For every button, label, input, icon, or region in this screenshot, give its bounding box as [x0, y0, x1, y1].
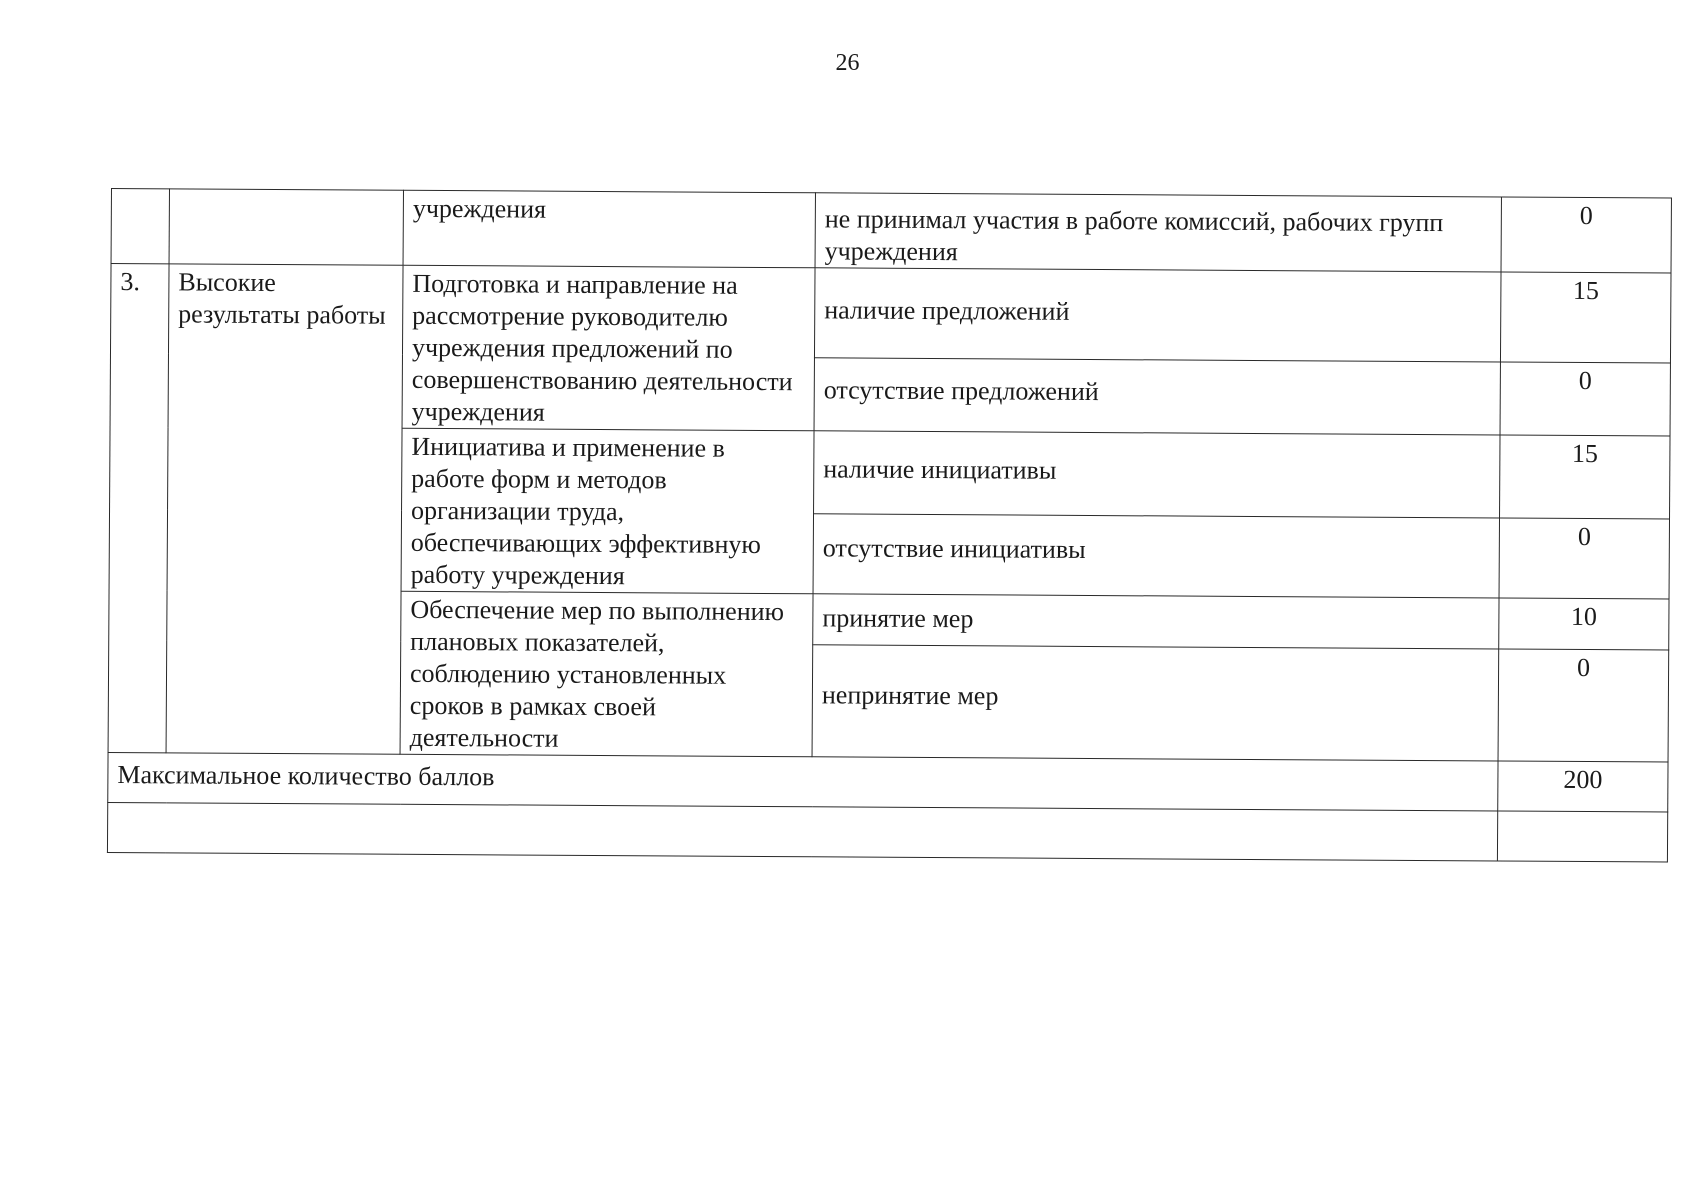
points-cell [1498, 649, 1669, 762]
condition-cell [813, 594, 1499, 649]
section-title: Высокие результаты работы [178, 267, 386, 330]
points-value: 0 [1577, 521, 1591, 551]
group-cell-empty [169, 189, 403, 265]
total-label-cell [108, 752, 1498, 810]
score-table [107, 188, 1672, 863]
empty-row [107, 802, 1667, 862]
condition-cell [815, 193, 1501, 272]
criterion-text: учреждения [412, 193, 547, 224]
section-number-cell [108, 264, 169, 753]
condition-text: отсутствие инициативы [822, 532, 1086, 564]
criterion-cell [401, 428, 814, 594]
points-cell [1500, 435, 1671, 519]
criterion-cell [400, 591, 813, 757]
empty-label-cell [107, 802, 1497, 860]
section-title-cell [166, 264, 403, 754]
points-value: 0 [1577, 652, 1591, 682]
total-points-cell [1498, 761, 1668, 812]
points-value: 15 [1571, 438, 1598, 469]
condition-cell [814, 357, 1500, 435]
points-cell [1501, 197, 1671, 273]
criterion-cell [402, 265, 815, 431]
criterion-text: Инициатива и применение в работе форм и методов организации труда, обеспечивающих эффективную работу учреждения [410, 431, 761, 591]
condition-cell [813, 513, 1499, 598]
points-value: 10 [1570, 601, 1597, 632]
total-label: Максимальное количество баллов [117, 760, 495, 792]
condition-cell [814, 431, 1500, 518]
section-number: 3. [120, 267, 141, 297]
condition-cell [812, 645, 1499, 761]
points-cell [1500, 272, 1671, 363]
points-value: 0 [1578, 365, 1592, 395]
criterion-text: Обеспечение мер по выполнению плановых показателей, соблюдению установленных сроков в рамках своей деятельности [409, 594, 785, 753]
number-cell-empty [111, 189, 169, 264]
page-number: 26 [835, 50, 860, 76]
criterion-text: Подготовка и направление на рассмотрение руководителю учреждения предложений по совершенствованию деятельности учреждения [411, 268, 793, 427]
total-points: 200 [1563, 764, 1603, 795]
condition-cell [814, 268, 1501, 362]
condition-text: не принимал участия в работе комиссий, рабочих групп учреждения [824, 204, 1444, 267]
table-row-continued [111, 189, 1671, 274]
table-row [110, 264, 1671, 363]
points-cell [1499, 598, 1669, 650]
points-cell [1499, 517, 1669, 599]
condition-text: непринятие мер [821, 680, 999, 711]
points-cell [1500, 362, 1670, 436]
condition-text: отсутствие предложений [823, 374, 1099, 406]
score-table-wrapper [107, 188, 1671, 863]
empty-points-cell [1497, 811, 1667, 862]
condition-text: наличие инициативы [823, 454, 1057, 485]
condition-text: принятие мер [822, 603, 974, 634]
points-value: 15 [1572, 275, 1599, 306]
points-value: 0 [1579, 200, 1593, 231]
condition-text: наличие предложений [824, 295, 1070, 326]
criterion-cell-continued [403, 190, 815, 268]
